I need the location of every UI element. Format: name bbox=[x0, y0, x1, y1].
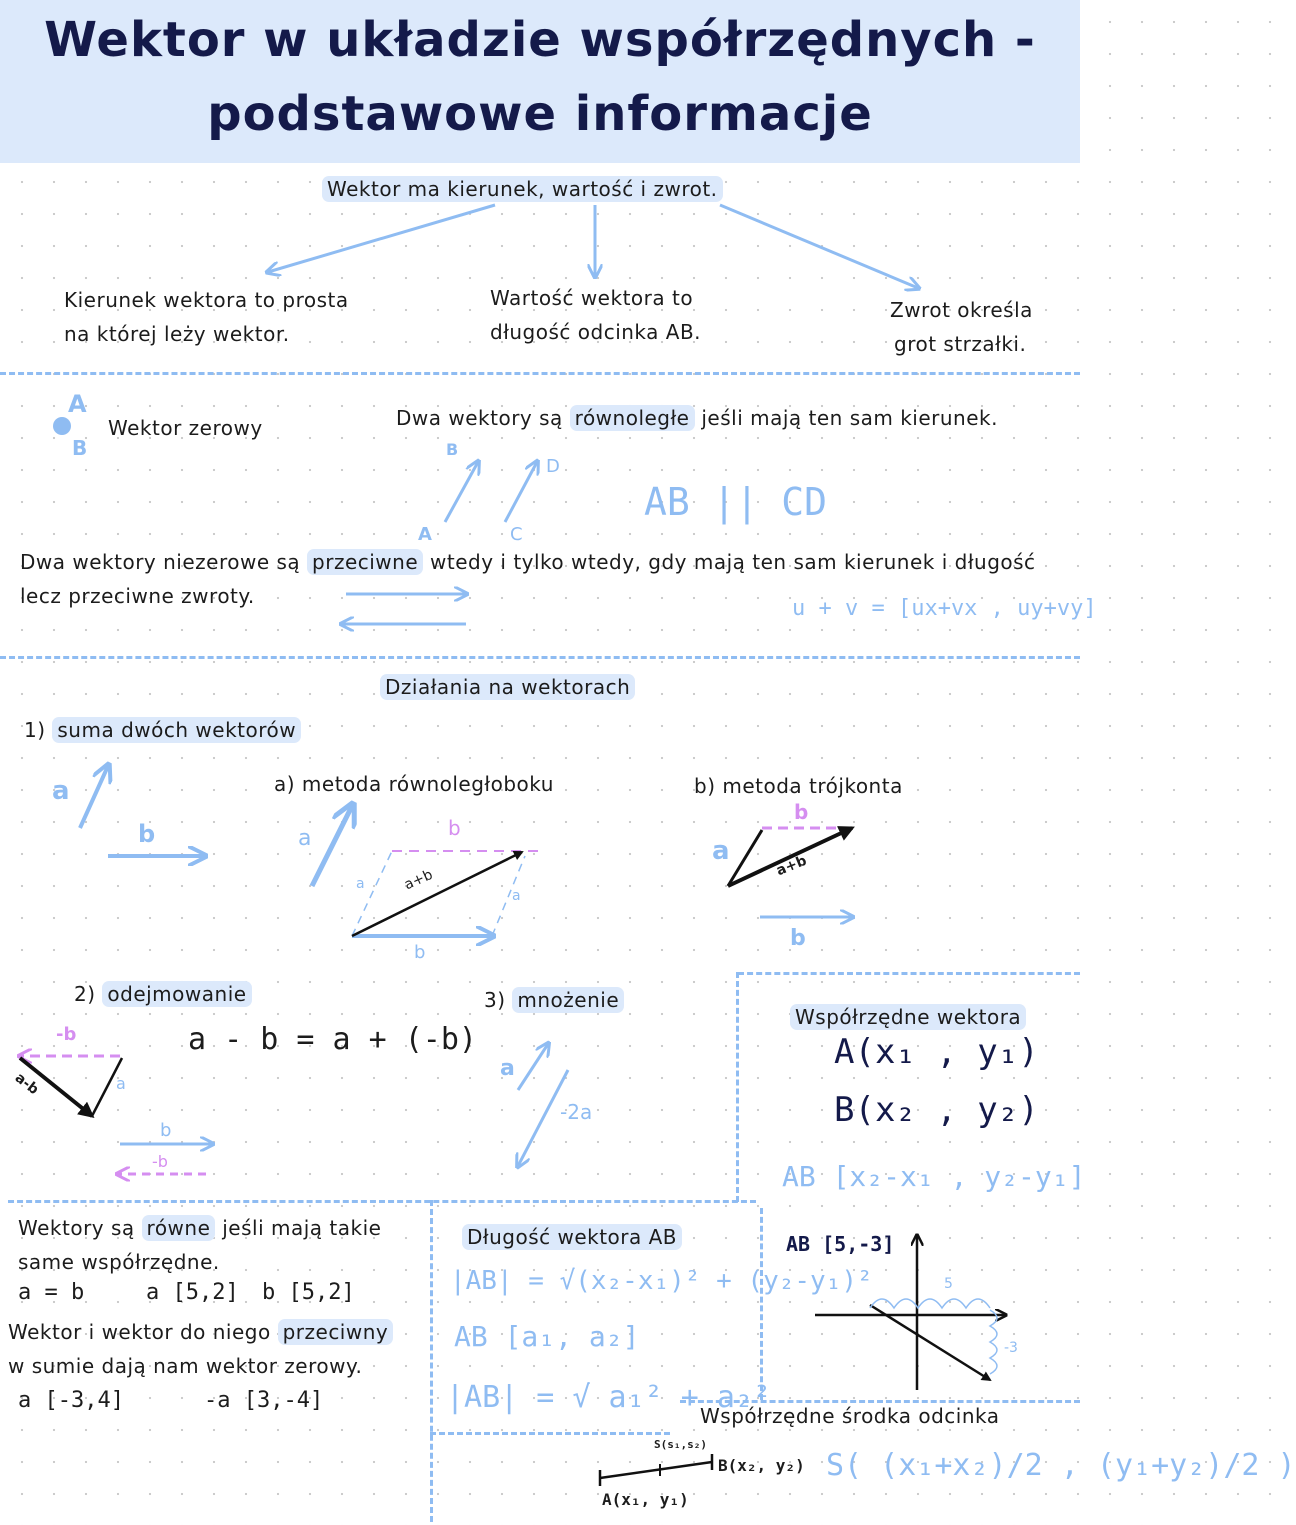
mult-heading-label: mnożenie bbox=[512, 987, 624, 1013]
equal-a-coords: a [5,2] bbox=[146, 1280, 239, 1305]
sub-diff-label: a-b bbox=[11, 1069, 42, 1099]
coordinate-graph bbox=[815, 1236, 1005, 1390]
midpoint-formula: S( (x₁+x₂)/2 , (y₁+y₂)/2 ) bbox=[826, 1448, 1296, 1483]
opposite-highlight: przeciwne bbox=[307, 549, 423, 575]
parallel-label-d: D bbox=[546, 456, 560, 477]
equal-line1-after: jeśli mają takie bbox=[222, 1216, 382, 1240]
tri-b-label-bottom: b bbox=[790, 926, 806, 951]
sub-b-label: b bbox=[160, 1120, 172, 1141]
midpoint-segment bbox=[600, 1454, 712, 1486]
coords-point-b: B(x₂ , y₂) bbox=[834, 1090, 1039, 1130]
para-a-label: a bbox=[298, 826, 312, 851]
parallel-label-a: A bbox=[418, 524, 432, 545]
vector-sum-formula: u + v = [ux+vx , uy+vy] bbox=[792, 596, 1097, 621]
opp-coords-before: Wektor i wektor do niego bbox=[8, 1320, 271, 1344]
opposite-line-1 bbox=[20, 550, 1036, 574]
equal-line-2: same współrzędne. bbox=[18, 1250, 220, 1274]
kierunek-line-2: na której leży wektor. bbox=[64, 322, 290, 346]
operations-title: Działania na wektorach bbox=[380, 674, 635, 700]
equal-line1-before: Wektory są bbox=[18, 1216, 135, 1240]
opp-a-coords: a [-3,4] bbox=[18, 1388, 124, 1413]
parallel-text-before: Dwa wektory są bbox=[396, 406, 563, 430]
sub-a-label: a bbox=[116, 1074, 126, 1093]
opp-coords-line-1 bbox=[8, 1320, 393, 1344]
para-a-side-label: a bbox=[356, 876, 365, 892]
midpoint-title: Współrzędne środka odcinka bbox=[700, 1404, 1000, 1428]
method-triangle: b) metoda trójkonta bbox=[694, 774, 903, 798]
tri-sum-label: a+b bbox=[774, 852, 810, 880]
method-parallelogram: a) metoda równoległoboku bbox=[274, 772, 554, 796]
page-title-line-2: podstawowe informacje bbox=[207, 86, 873, 142]
tri-a-label: a bbox=[712, 836, 730, 866]
page-title-line-1: Wektor w układzie współrzędnych - bbox=[44, 12, 1036, 68]
parallel-label-b: B bbox=[446, 440, 459, 459]
length-formula-3: |AB| = √ a₁² + a₂² bbox=[446, 1380, 772, 1415]
opposite-line1-after: wtedy i tylko wtedy, gdy mają ten sam kierunek i długość bbox=[430, 550, 1036, 574]
opp-coords-line-2: w sumie dają nam wektor zerowy. bbox=[8, 1354, 363, 1378]
parallel-text bbox=[396, 406, 998, 430]
length-formula-2: AB [a₁, a₂] bbox=[454, 1320, 640, 1353]
parallel-text-after: jeśli mają ten sam kierunek. bbox=[701, 406, 998, 430]
midpoint-s-label: S(s₁,s₂) bbox=[654, 1438, 707, 1451]
opposite-vectors bbox=[342, 594, 466, 624]
parallel-highlight: równoległe bbox=[570, 405, 695, 431]
para-sum-label: a+b bbox=[402, 866, 436, 894]
zero-point-a: A bbox=[68, 390, 87, 418]
midpoint-b-label: B(x₂, y₂) bbox=[718, 1456, 805, 1475]
para-a-side-label-2: a bbox=[512, 888, 521, 904]
sum-vec-a-label: a bbox=[52, 776, 70, 806]
zwrot-line-1: Zwrot określa bbox=[890, 298, 1033, 322]
parallel-formula: AB || CD bbox=[644, 480, 828, 524]
parallel-label-c: C bbox=[510, 524, 523, 545]
equal-line-1 bbox=[18, 1216, 381, 1240]
para-b-label-top: b bbox=[448, 816, 461, 840]
sub-neg-b-label: -b bbox=[56, 1024, 77, 1045]
para-b-label-bottom: b bbox=[414, 942, 426, 963]
mult-heading bbox=[484, 988, 624, 1012]
zero-point-b: B bbox=[72, 436, 88, 460]
equal-b-coords: b [5,2] bbox=[262, 1280, 355, 1305]
length-formula-1: |AB| = √(x₂-x₁)² + (y₂-y₁)² bbox=[450, 1266, 873, 1296]
sum-vec-b-label: b bbox=[138, 820, 156, 848]
intro-arrows bbox=[268, 205, 918, 288]
sub-formula: a - b = a + (-b) bbox=[188, 1022, 477, 1057]
graph-label-neg3: -3 bbox=[1004, 1340, 1018, 1356]
intro-main: Wektor ma kierunek, wartość i zwrot. bbox=[322, 176, 723, 202]
wartosc-line-2: długość odcinka AB. bbox=[490, 320, 702, 344]
mult-a-label: a bbox=[500, 1056, 515, 1081]
equal-formula: a = b bbox=[18, 1280, 85, 1305]
parallel-vectors bbox=[445, 462, 537, 522]
midpoint-a-label: A(x₁, y₁) bbox=[602, 1490, 689, 1509]
sub-neg-b-label-2: -b bbox=[152, 1152, 168, 1171]
tri-b-label-top: b bbox=[794, 800, 809, 824]
kierunek-line-1: Kierunek wektora to prosta bbox=[64, 288, 349, 312]
sum-heading-num: 1) bbox=[24, 718, 46, 742]
opp-coords-highlight: przeciwny bbox=[278, 1319, 394, 1345]
mult-heading-num: 3) bbox=[484, 988, 506, 1012]
sub-heading bbox=[74, 982, 252, 1006]
zero-vector-dot bbox=[53, 417, 71, 435]
length-title: Długość wektora AB bbox=[462, 1224, 682, 1250]
sum-heading-label: suma dwóch wektorów bbox=[52, 717, 301, 743]
sub-heading-num: 2) bbox=[74, 982, 96, 1006]
sum-heading bbox=[24, 718, 301, 742]
zero-vector-label: Wektor zerowy bbox=[108, 416, 263, 440]
coords-vector: AB [x₂-x₁ , y₂-y₁] bbox=[782, 1160, 1086, 1193]
opposite-line-2: lecz przeciwne zwroty. bbox=[20, 584, 255, 608]
coords-title: Współrzędne wektora bbox=[790, 1004, 1026, 1030]
wartosc-line-1: Wartość wektora to bbox=[490, 286, 694, 310]
zwrot-line-2: grot strzałki. bbox=[894, 332, 1027, 356]
sub-heading-label: odejmowanie bbox=[102, 981, 251, 1007]
equal-highlight: równe bbox=[142, 1215, 216, 1241]
graph-label-5: 5 bbox=[944, 1276, 953, 1292]
coords-example: AB [5,-3] bbox=[786, 1232, 895, 1256]
coords-point-a: A(x₁ , y₁) bbox=[834, 1032, 1039, 1072]
opposite-line1-before: Dwa wektory niezerowe są bbox=[20, 550, 301, 574]
mult-neg-label: -2a bbox=[560, 1100, 593, 1124]
opp-neg-a-coords: -a [3,-4] bbox=[204, 1388, 324, 1413]
